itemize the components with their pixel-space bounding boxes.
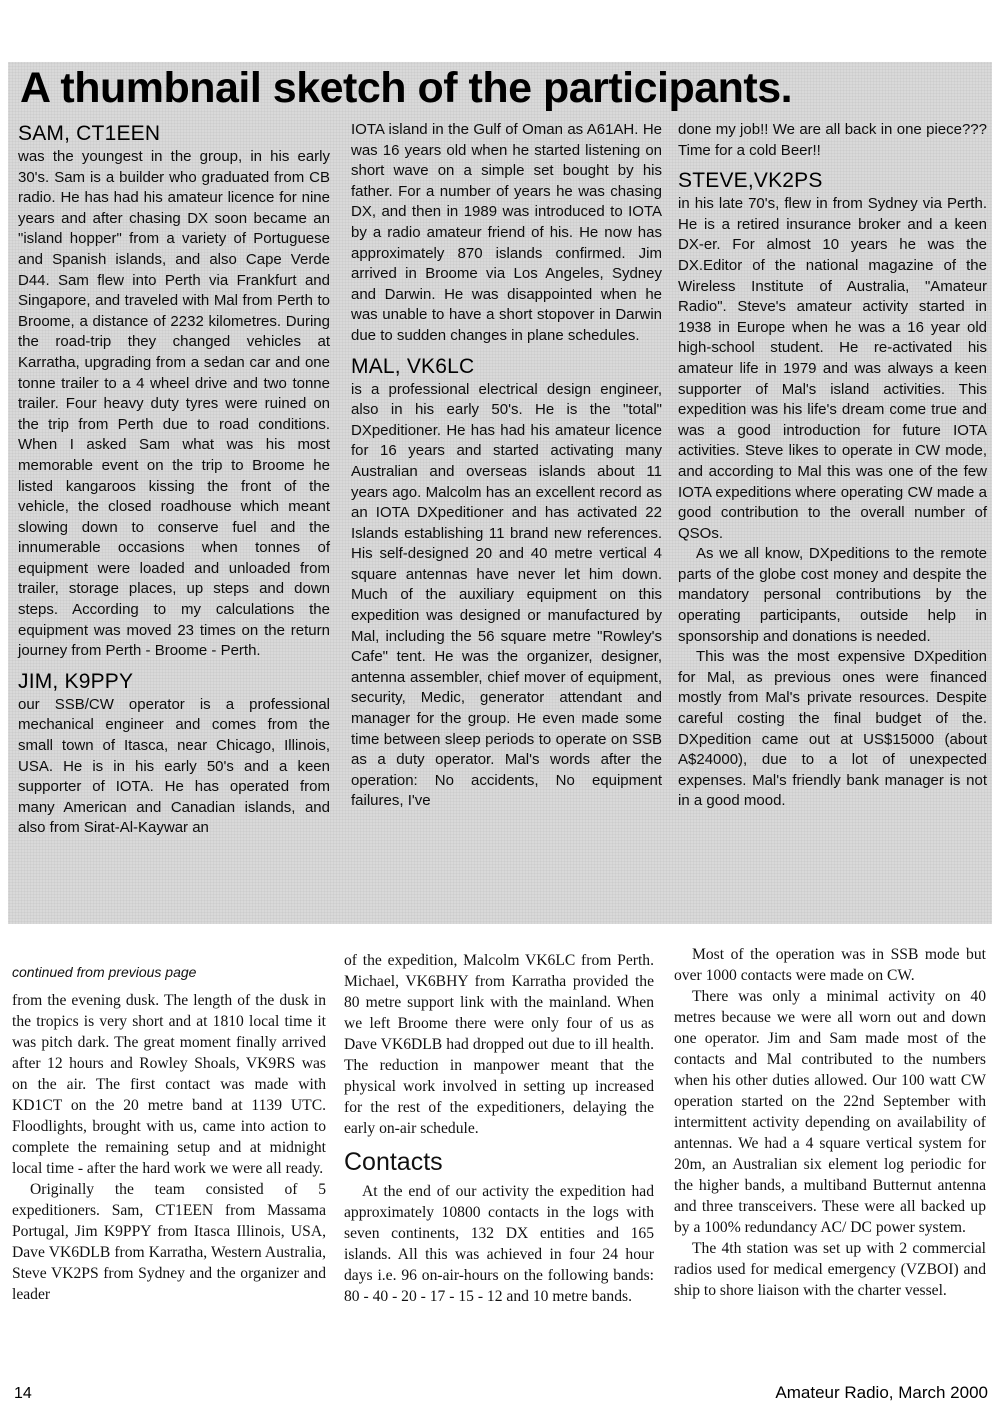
- heading-contacts: Contacts: [344, 1148, 443, 1176]
- headline: A thumbnail sketch of the participants.: [20, 64, 793, 112]
- continued-para-3: of the expedition, Malcolm VK6LC from Perth. Michael, VK6BHY from Karratha provided the 80 metre support link with the mainland. When we left Broome there were only four of us as Dave VK6DLB had dropped out due to ill health. The reduction in manpower meant that the physical work involved in setting up increased for the rest of the expeditioners, delaying the early on-air schedule.: [344, 952, 654, 1137]
- contacts-para-3: There was only a minimal activity on 40 metres because we were all worn out and down one operator. Jim and Sam made most of the contacts and Mal contributed to the numbers when his other duties allowed. Our 100 watt CW operation started on the 22nd September with intermittent activity depending on availability of antennas. We had a 4 square vertical system for 20m, an Australian six element log periodic for the higher bands, a multiband Butternut antenna and three transceivers. These were all backed up by a 100% redundancy AC/ DC power system.: [674, 988, 986, 1236]
- page-number: 14: [14, 1385, 32, 1402]
- jim-body-continued: IOTA island in the Gulf of Oman as A61AH. He was 16 years old when he started listening on short wave on a simple set bought by his father. For a number of years he was chasing DX, and then in 1989 was introduced to IOTA by a radio amateur friend of his. He now has approximately 870 islands confirmed. Jim arrived in Broome via Los Angeles, Sydney and Darwin. He was disappointed when he was unable to have a short stopover in Darwin due to sudden changes in plane schedules.: [351, 121, 662, 344]
- sam-body: was the youngest in the group, in his early 30's. Sam is a builder who graduated from CB radio. He has had his amateur licence for nine years and after chasing DX soon became an "island hopper" from a variety of Portuguese and Spanish islands, and also Cape Verde D44. Sam flew into Perth via Frankfurt and Singapore, and traveled with Mal from Perth to Broome, a distance of 2232 kilometres. During the road-trip they changed vehicles at Karratha, upgrading from a sedan car and one tonne trailer to a 4 wheel drive and two tonne trailer. Four heavy duty tyres were ruined on the trip from Perth due to road conditions. When I asked Sam what was his most memorable event on the trip to Broome he listed kangaroos kissing the front of the vehicle, the closed roadhouse which meant slowing down to conserve fuel and the innumerable occasions when tonnes of equipment were loaded and unloaded from trailer, storage places, up steps and down steps. According to my calculations the equipment was moved 23 times on the return journey from Perth - Broome - Perth.: [18, 148, 330, 660]
- mal-body-continued: done my job!! We are all back in one piece??? Time for a cold Beer!!: [678, 121, 987, 159]
- heading-mal: MAL, VK6LC: [351, 354, 475, 378]
- heading-sam: SAM, CT1EEN: [18, 122, 161, 145]
- jim-body: our SSB/CW operator is a professional mechanical engineer and comes from the small town of Itasca, near Chicago, Illinois, USA. He is in his early 50's and a keen supporter of IOTA. He has operated from many American and Canadian islands, and also from Sirat-Al-Kaywar an: [18, 695, 330, 837]
- column-1: [18, 120, 330, 839]
- contacts-para-4: The 4th station was set up with 2 commercial radios used for medical emergency (VZBOI) and ship to shore liaison with the charter vessel.: [674, 1240, 986, 1299]
- heading-jim: JIM, K9PPY: [18, 669, 134, 693]
- lower-column-2: [344, 950, 654, 1307]
- lower-column-3: [674, 944, 986, 1301]
- contacts-para-2: Most of the operation was in SSB mode but over 1000 contacts were made on CW.: [674, 946, 986, 984]
- lower-column-1: [12, 962, 326, 1305]
- steve-body: in his late 70's, flew in from Sydney via Perth. He is a retired insurance broker and a keen DX-er. For almost 10 years he was the DX.Editor of the national magazine of the Wireless Institute of Australia, "Amateur Radio". Steve's amateur activity started in 1938 in Europe when he was a 16 year old high-school student. He re-activated his amateur life in 1979 and was always a keen supporter of Mal's island activities. This expedition was his life's dream come true and was a good introduction for future IOTA activities. Steve likes to operate in CW mode, and according to Mal this was one of the few IOTA expeditions where operating CW made a good contribution to the overall number of QSOs.: [678, 195, 987, 542]
- heading-steve: STEVE,VK2PS: [678, 169, 823, 193]
- mal-body: is a professional electrical design engineer, also in his early 50's. He is the "total" DXpeditioner. He has had his amateur licence for 16 years and started activating many Australian and overseas islands about 11 years ago. Malcolm has an excellent record as an IOTA DXpeditioner and has activated 22 Islands establishing 11 brand new references. His self-designed 20 and 40 metre vertical 4 square antennas have never let him down. Much of the auxiliary equipment on this expedition was designed or manufactured by Mal, including the 56 square metre "Rowley's Cafe" tent. He was the organizer, designer, antenna assembler, chief mover of equipment, security, Medic, generator attendant and manager for the group. He even made some time between sleep periods to operate on SSB as a duty operator. Mal's words after the operation: No accidents, No equipment failures, I've: [351, 380, 662, 810]
- steve-para-3: This was the most expensive DXpedition for Mal, as previous ones were financed mostly from Mal's private resources. Despite careful costing the final budget of the. DXpedition came out at US$15000 (about A$24000), due to a lot of unexpected expenses. Mal's friendly bank manager is not in a good mood.: [678, 648, 987, 810]
- continued-para-1: from the evening dusk. The length of the dusk in the tropics is very short and at 1810 local time it was pitch dark. The great moment finally arrived after 12 hours and Rowley Shoals, VK9RS was on the air. The first contact was made with KD1CT on the 20 metre band at 1139 UTC. Floodlights, brought with us, came into action to complete the remaining setup and at midnight local time - after the hard work we were all ready.: [12, 992, 326, 1177]
- continued-para-2: Originally the team consisted of 5 expeditioners. Sam, CT1EEN from Massama Portugal, Jim K9PPY from Itasca Illinois, USA, Dave VK6DLB from Karratha, Western Australia, Steve VK2PS from Sydney and the organizer and leader: [12, 1181, 326, 1303]
- contacts-para-1: At the end of our activity the expedition had approximately 10800 contacts in the logs with seven continents, 132 DX entities and 165 islands. All this was achieved in four 24 hour days i.e. 96 on-air-hours on the following bands: 80 - 40 - 20 - 17 - 15 - 12 and 10 metre bands.: [344, 1183, 654, 1305]
- steve-para-2: As we all know, DXpeditions to the remote parts of the globe cost money and despite the mandatory personal contributions by the operating participants, outside help in sponsorship and donations is needed.: [678, 545, 987, 645]
- column-2: [351, 120, 662, 812]
- publication-footer: Amateur Radio, March 2000: [775, 1383, 988, 1402]
- column-3: [678, 120, 987, 812]
- continued-note: continued from previous page: [12, 964, 197, 980]
